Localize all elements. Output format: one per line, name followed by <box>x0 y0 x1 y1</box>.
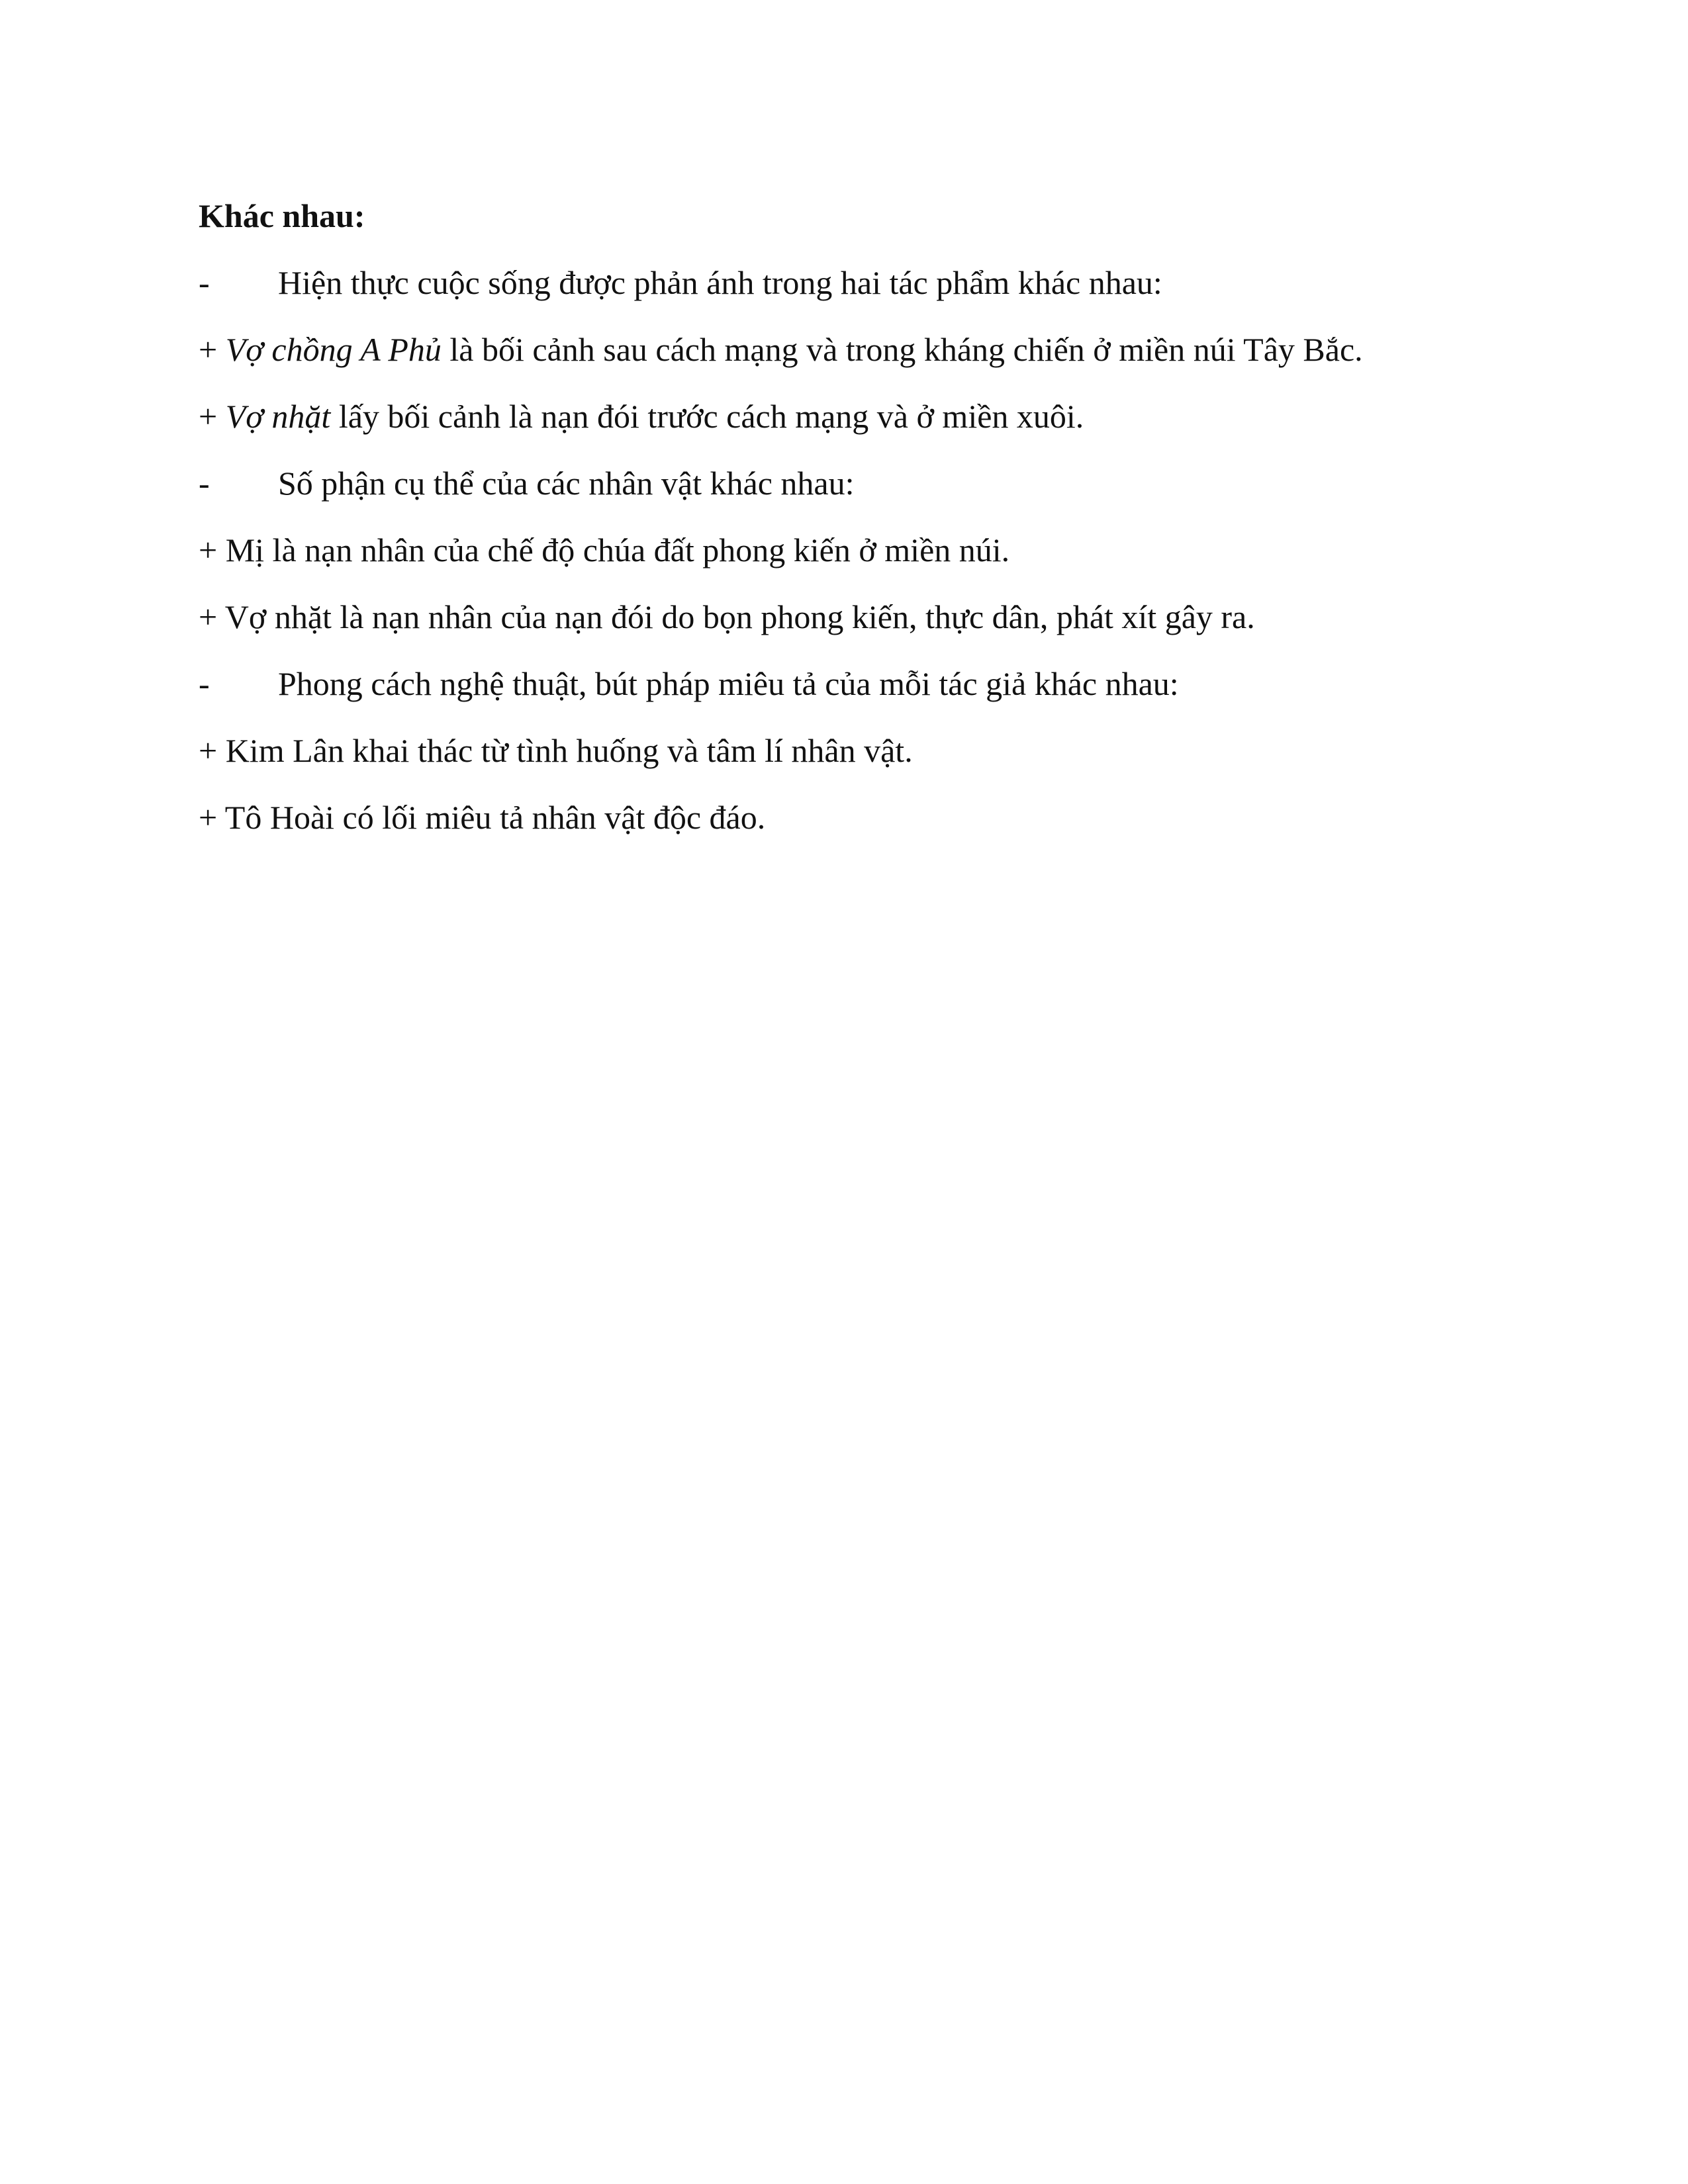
dash-marker: - <box>199 465 210 502</box>
point-3 <box>199 651 1489 717</box>
point-2-text: Số phận cụ thể của các nhân vật khác nhau: <box>278 465 855 502</box>
work-title: Vợ chồng A Phủ <box>225 331 442 368</box>
point-3-sub-2-text: Tô Hoài có lối miêu tả nhân vật độc đáo. <box>224 799 766 836</box>
plus-marker: + <box>199 598 225 635</box>
point-1-sub-2-text: lấy bối cảnh là nạn đói trước cách mạng và ở miền xuôi. <box>330 398 1084 435</box>
document-body <box>199 183 1489 851</box>
point-3-sub-1-text: Kim Lân khai thác từ tình huống và tâm lí nhân vật. <box>225 732 913 769</box>
dash-marker: - <box>199 665 210 702</box>
plus-marker: + <box>199 799 225 836</box>
plus-marker: + <box>199 732 226 769</box>
point-3-sub-2 <box>199 784 1489 851</box>
point-1-sub-1 <box>199 316 1489 383</box>
point-1 <box>199 250 1489 316</box>
point-3-sub-1 <box>199 717 1489 784</box>
work-title: Vợ nhặt <box>225 398 331 435</box>
point-1-sub-2 <box>199 383 1489 450</box>
plus-marker: + <box>199 531 226 569</box>
section-heading: Khác nhau: <box>199 197 365 234</box>
point-3-text: Phong cách nghệ thuật, bút pháp miêu tả của mỗi tác giả khác nhau: <box>278 665 1179 702</box>
point-2-sub-2-text: Vợ nhặt là nạn nhân của nạn đói do bọn phong kiến, thực dân, phát xít gây ra. <box>224 598 1255 635</box>
plus-marker: + <box>199 331 226 368</box>
point-2 <box>199 450 1489 517</box>
point-2-sub-1-text: Mị là nạn nhân của chế độ chúa đất phong kiến ở miền núi. <box>225 531 1010 569</box>
point-1-text: Hiện thực cuộc sống được phản ánh trong hai tác phẩm khác nhau: <box>278 264 1162 301</box>
plus-marker: + <box>199 398 226 435</box>
point-2-sub-2 <box>199 584 1489 651</box>
point-2-sub-1 <box>199 517 1489 584</box>
dash-marker: - <box>199 264 210 301</box>
point-1-sub-1-text: là bối cảnh sau cách mạng và trong kháng chiến ở miền núi Tây Bắc. <box>441 331 1363 368</box>
